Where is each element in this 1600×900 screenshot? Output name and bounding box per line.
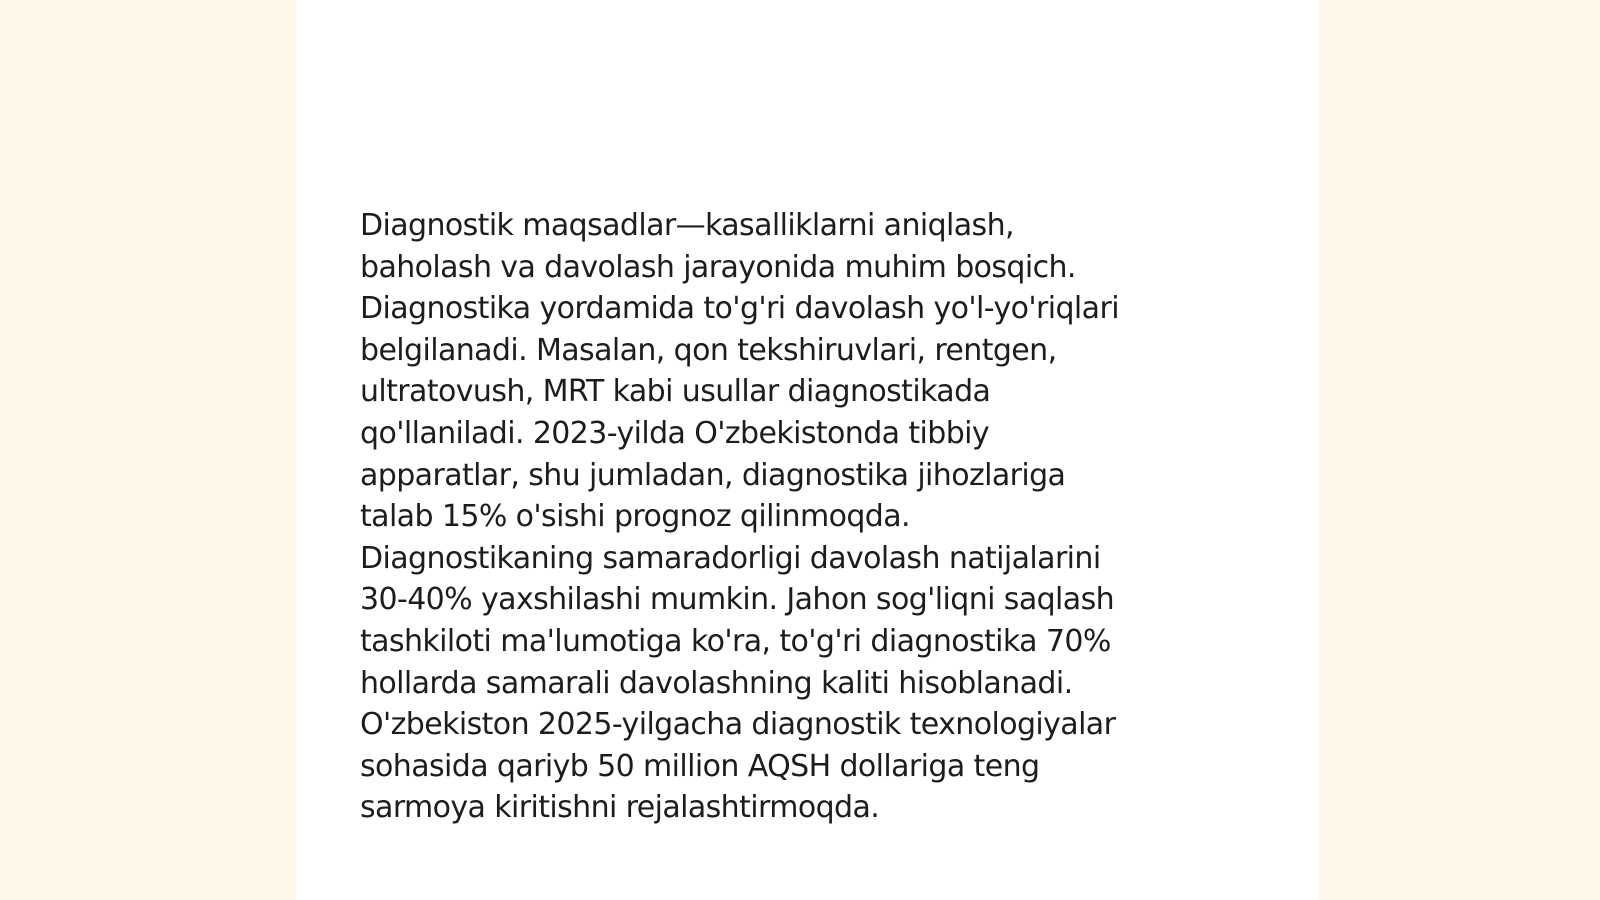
paragraph-line: Diagnostik maqsadlar—kasalliklarni aniqlash, [360, 208, 1014, 243]
paragraph-line: apparatlar, shu jumladan, diagnostika jihozlariga [360, 457, 1066, 493]
paragraph-line: talab 15% o'sishi prognoz qilinmoqda. [360, 499, 910, 535]
paragraph-line: baholash va davolash jarayonida muhim bosqich. [360, 249, 1076, 285]
left-margin [0, 0, 296, 900]
paragraph-line: Diagnostika yordamida to'g'ri davolash yo'l-yo'riqlari [360, 291, 1119, 327]
paragraph-line: 30-40% yaxshilashi mumkin. Jahon sog'liqni saqlash [360, 582, 1115, 618]
right-margin [1318, 0, 1600, 900]
body-paragraph [360, 205, 1240, 829]
paragraph-line: O'zbekiston 2025-yilgacha diagnostik texnologiyalar [360, 707, 1116, 743]
paragraph-line: qo'llaniladi. 2023-yilda O'zbekistonda tibbiy [360, 415, 990, 451]
paragraph-line: Diagnostikaning samaradorligi davolash natijalarini [360, 540, 1101, 576]
paragraph-line: ultratovush, MRT kabi usullar diagnostikada [360, 374, 991, 410]
document-page [296, 0, 1318, 900]
paragraph-line: sohasida qariyb 50 million AQSH dollariga teng [360, 748, 1040, 784]
paragraph-line: tashkiloti ma'lumotiga ko'ra, to'g'ri diagnostika 70% [360, 623, 1111, 659]
paragraph-line: sarmoya kiritishni rejalashtirmoqda. [360, 790, 880, 826]
paragraph-line: hollarda samarali davolashning kaliti hisoblanadi. [360, 665, 1073, 701]
paragraph-line: belgilanadi. Masalan, qon tekshiruvlari, rentgen, [360, 332, 1057, 368]
